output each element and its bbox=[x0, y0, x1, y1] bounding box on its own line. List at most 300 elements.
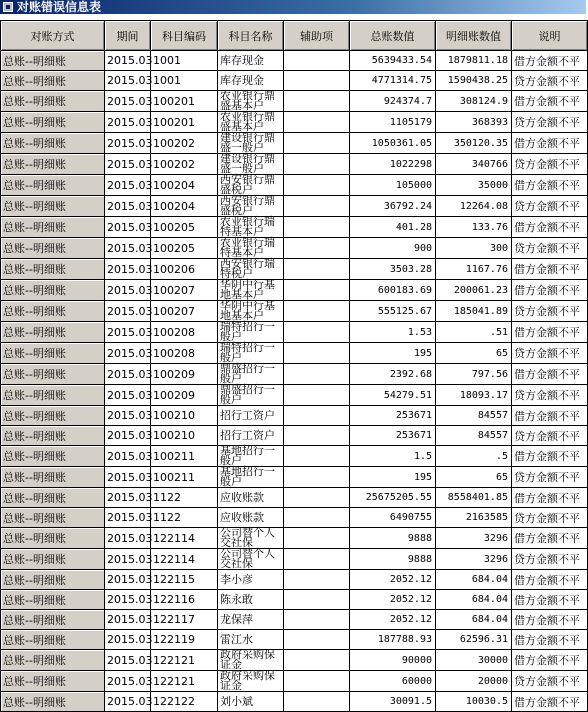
cell-reconcile-mode[interactable]: 总账--明细账 bbox=[1, 426, 105, 446]
cell-auxiliary[interactable] bbox=[284, 238, 350, 259]
cell-ledger-value[interactable]: 25675205.55 bbox=[350, 488, 436, 508]
cell-ledger-value[interactable]: 1105179 bbox=[350, 112, 436, 133]
cell-description[interactable]: 贷方金额不平 bbox=[512, 385, 588, 406]
cell-description[interactable]: 借方金额不平 bbox=[512, 630, 588, 650]
table-row[interactable] bbox=[1, 112, 588, 133]
cell-reconcile-mode[interactable]: 总账--明细账 bbox=[1, 259, 105, 280]
table-row[interactable] bbox=[1, 238, 588, 259]
table-row[interactable] bbox=[1, 71, 588, 91]
cell-description[interactable]: 贷方金额不平 bbox=[512, 301, 588, 322]
cell-ledger-value[interactable]: 1022298 bbox=[350, 154, 436, 175]
cell-description[interactable]: 借方金额不平 bbox=[512, 364, 588, 385]
cell-account-name[interactable]: 招行工资户 bbox=[218, 426, 284, 446]
cell-account-code[interactable]: 100202 bbox=[151, 133, 218, 154]
cell-reconcile-mode[interactable]: 总账--明细账 bbox=[1, 549, 105, 570]
table-row[interactable] bbox=[1, 175, 588, 196]
cell-account-code[interactable]: 122117 bbox=[151, 610, 218, 630]
cell-auxiliary[interactable] bbox=[284, 301, 350, 322]
cell-account-name[interactable]: 政府采购保证金 bbox=[218, 671, 284, 692]
cell-account-code[interactable]: 1122 bbox=[151, 488, 218, 508]
cell-detail-value[interactable]: 350120.35 bbox=[436, 133, 512, 154]
cell-period[interactable]: 2015.03 bbox=[105, 322, 151, 343]
cell-reconcile-mode[interactable]: 总账--明细账 bbox=[1, 217, 105, 238]
table-row[interactable] bbox=[1, 280, 588, 301]
cell-detail-value[interactable]: .5 bbox=[436, 446, 512, 467]
cell-detail-value[interactable]: 684.04 bbox=[436, 610, 512, 630]
cell-period[interactable]: 2015.03 bbox=[105, 259, 151, 280]
cell-reconcile-mode[interactable]: 总账--明细账 bbox=[1, 196, 105, 217]
cell-account-name[interactable]: 刘小斌 bbox=[218, 692, 284, 712]
cell-account-name[interactable]: 瑞特招行一般户 bbox=[218, 322, 284, 343]
header-account-name[interactable]: 科目名称 bbox=[218, 21, 284, 51]
cell-account-code[interactable]: 122119 bbox=[151, 630, 218, 650]
cell-reconcile-mode[interactable]: 总账--明细账 bbox=[1, 630, 105, 650]
cell-period[interactable]: 2015.03 bbox=[105, 650, 151, 671]
cell-period[interactable]: 2015.03 bbox=[105, 630, 151, 650]
cell-reconcile-mode[interactable]: 总账--明细账 bbox=[1, 692, 105, 712]
cell-account-code[interactable]: 122114 bbox=[151, 528, 218, 549]
cell-period[interactable]: 2015.03 bbox=[105, 51, 151, 71]
cell-ledger-value[interactable]: 2392.68 bbox=[350, 364, 436, 385]
cell-period[interactable]: 2015.03 bbox=[105, 196, 151, 217]
cell-description[interactable]: 借方金额不平 bbox=[512, 322, 588, 343]
cell-detail-value[interactable]: .51 bbox=[436, 322, 512, 343]
cell-account-code[interactable]: 100205 bbox=[151, 238, 218, 259]
cell-account-code[interactable]: 100205 bbox=[151, 217, 218, 238]
header-description[interactable]: 说明 bbox=[512, 21, 588, 51]
cell-detail-value[interactable]: 684.04 bbox=[436, 570, 512, 590]
cell-reconcile-mode[interactable]: 总账--明细账 bbox=[1, 508, 105, 528]
cell-account-code[interactable]: 122121 bbox=[151, 650, 218, 671]
table-row[interactable] bbox=[1, 590, 588, 610]
table-row[interactable] bbox=[1, 301, 588, 322]
cell-detail-value[interactable]: 20000 bbox=[436, 671, 512, 692]
header-account-code[interactable]: 科目编码 bbox=[151, 21, 218, 51]
cell-ledger-value[interactable]: 9888 bbox=[350, 549, 436, 570]
cell-reconcile-mode[interactable]: 总账--明细账 bbox=[1, 280, 105, 301]
cell-auxiliary[interactable] bbox=[284, 280, 350, 301]
cell-account-code[interactable]: 100209 bbox=[151, 364, 218, 385]
cell-ledger-value[interactable]: 2052.12 bbox=[350, 590, 436, 610]
cell-ledger-value[interactable]: 1050361.05 bbox=[350, 133, 436, 154]
cell-auxiliary[interactable] bbox=[284, 549, 350, 570]
table-row[interactable] bbox=[1, 385, 588, 406]
cell-reconcile-mode[interactable]: 总账--明细账 bbox=[1, 671, 105, 692]
cell-ledger-value[interactable]: 5639433.54 bbox=[350, 51, 436, 71]
cell-detail-value[interactable]: 340766 bbox=[436, 154, 512, 175]
cell-auxiliary[interactable] bbox=[284, 154, 350, 175]
table-row[interactable] bbox=[1, 508, 588, 528]
cell-ledger-value[interactable]: 30091.5 bbox=[350, 692, 436, 712]
cell-account-code[interactable]: 100202 bbox=[151, 154, 218, 175]
cell-period[interactable]: 2015.03 bbox=[105, 610, 151, 630]
cell-detail-value[interactable]: 84557 bbox=[436, 426, 512, 446]
cell-reconcile-mode[interactable]: 总账--明细账 bbox=[1, 406, 105, 426]
cell-account-code[interactable]: 100211 bbox=[151, 467, 218, 488]
cell-detail-value[interactable]: 12264.08 bbox=[436, 196, 512, 217]
cell-ledger-value[interactable]: 924374.7 bbox=[350, 91, 436, 112]
cell-account-name[interactable]: 李小彦 bbox=[218, 570, 284, 590]
cell-account-name[interactable]: 农业银行鼎盛基本户 bbox=[218, 112, 284, 133]
cell-auxiliary[interactable] bbox=[284, 259, 350, 280]
cell-period[interactable]: 2015.03 bbox=[105, 692, 151, 712]
cell-ledger-value[interactable]: 195 bbox=[350, 467, 436, 488]
cell-reconcile-mode[interactable]: 总账--明细账 bbox=[1, 322, 105, 343]
cell-detail-value[interactable]: 35000 bbox=[436, 175, 512, 196]
cell-detail-value[interactable]: 65 bbox=[436, 467, 512, 488]
cell-period[interactable]: 2015.03 bbox=[105, 133, 151, 154]
header-detail-value[interactable]: 明细账数值 bbox=[436, 21, 512, 51]
table-row[interactable] bbox=[1, 610, 588, 630]
table-row[interactable] bbox=[1, 467, 588, 488]
cell-period[interactable]: 2015.03 bbox=[105, 549, 151, 570]
cell-account-code[interactable]: 100211 bbox=[151, 446, 218, 467]
cell-period[interactable]: 2015.03 bbox=[105, 91, 151, 112]
cell-reconcile-mode[interactable]: 总账--明细账 bbox=[1, 175, 105, 196]
cell-account-code[interactable]: 100209 bbox=[151, 385, 218, 406]
header-reconcile-mode[interactable]: 对账方式 bbox=[1, 21, 105, 51]
cell-detail-value[interactable]: 684.04 bbox=[436, 590, 512, 610]
cell-account-name[interactable]: 政府采购保证金 bbox=[218, 650, 284, 671]
cell-description[interactable]: 借方金额不平 bbox=[512, 51, 588, 71]
cell-ledger-value[interactable]: 195 bbox=[350, 343, 436, 364]
cell-ledger-value[interactable]: 900 bbox=[350, 238, 436, 259]
table-row[interactable] bbox=[1, 406, 588, 426]
cell-ledger-value[interactable]: 187788.93 bbox=[350, 630, 436, 650]
cell-period[interactable]: 2015.03 bbox=[105, 570, 151, 590]
cell-period[interactable]: 2015.03 bbox=[105, 467, 151, 488]
cell-description[interactable]: 借方金额不平 bbox=[512, 528, 588, 549]
cell-auxiliary[interactable] bbox=[284, 385, 350, 406]
cell-description[interactable]: 贷方金额不平 bbox=[512, 71, 588, 91]
cell-period[interactable]: 2015.03 bbox=[105, 364, 151, 385]
table-row[interactable] bbox=[1, 133, 588, 154]
cell-description[interactable]: 贷方金额不平 bbox=[512, 508, 588, 528]
table-row[interactable] bbox=[1, 322, 588, 343]
cell-account-name[interactable]: 雷江水 bbox=[218, 630, 284, 650]
cell-auxiliary[interactable] bbox=[284, 175, 350, 196]
cell-description[interactable]: 借方金额不平 bbox=[512, 488, 588, 508]
cell-detail-value[interactable]: 65 bbox=[436, 343, 512, 364]
table-row[interactable] bbox=[1, 364, 588, 385]
cell-period[interactable]: 2015.03 bbox=[105, 446, 151, 467]
cell-account-name[interactable]: 基地招行一般户 bbox=[218, 446, 284, 467]
cell-auxiliary[interactable] bbox=[284, 570, 350, 590]
cell-detail-value[interactable]: 2163585 bbox=[436, 508, 512, 528]
cell-description[interactable]: 贷方金额不平 bbox=[512, 467, 588, 488]
cell-auxiliary[interactable] bbox=[284, 508, 350, 528]
cell-period[interactable]: 2015.03 bbox=[105, 508, 151, 528]
cell-period[interactable]: 2015.03 bbox=[105, 528, 151, 549]
cell-detail-value[interactable]: 18093.17 bbox=[436, 385, 512, 406]
cell-account-code[interactable]: 1122 bbox=[151, 508, 218, 528]
table-row[interactable] bbox=[1, 343, 588, 364]
cell-account-name[interactable]: 陈永敢 bbox=[218, 590, 284, 610]
cell-auxiliary[interactable] bbox=[284, 671, 350, 692]
cell-description[interactable]: 借方金额不平 bbox=[512, 175, 588, 196]
cell-auxiliary[interactable] bbox=[284, 488, 350, 508]
cell-detail-value[interactable]: 308124.9 bbox=[436, 91, 512, 112]
cell-description[interactable]: 借方金额不平 bbox=[512, 446, 588, 467]
cell-account-name[interactable]: 鼎盛招行一般户 bbox=[218, 385, 284, 406]
cell-reconcile-mode[interactable]: 总账--明细账 bbox=[1, 610, 105, 630]
cell-description[interactable]: 贷方金额不平 bbox=[512, 671, 588, 692]
cell-description[interactable]: 借方金额不平 bbox=[512, 650, 588, 671]
table-row[interactable] bbox=[1, 692, 588, 712]
cell-reconcile-mode[interactable]: 总账--明细账 bbox=[1, 528, 105, 549]
cell-description[interactable]: 借方金额不平 bbox=[512, 692, 588, 712]
table-row[interactable] bbox=[1, 650, 588, 671]
cell-description[interactable]: 贷方金额不平 bbox=[512, 238, 588, 259]
cell-description[interactable]: 借方金额不平 bbox=[512, 570, 588, 590]
cell-auxiliary[interactable] bbox=[284, 343, 350, 364]
cell-auxiliary[interactable] bbox=[284, 650, 350, 671]
cell-period[interactable]: 2015.03 bbox=[105, 671, 151, 692]
cell-auxiliary[interactable] bbox=[284, 406, 350, 426]
cell-detail-value[interactable]: 30000 bbox=[436, 650, 512, 671]
cell-account-code[interactable]: 1001 bbox=[151, 71, 218, 91]
cell-period[interactable]: 2015.03 bbox=[105, 112, 151, 133]
cell-ledger-value[interactable]: 6490755 bbox=[350, 508, 436, 528]
cell-auxiliary[interactable] bbox=[284, 71, 350, 91]
cell-account-code[interactable]: 100210 bbox=[151, 426, 218, 446]
cell-detail-value[interactable]: 133.76 bbox=[436, 217, 512, 238]
cell-account-name[interactable]: 鼎盛招行一般户 bbox=[218, 364, 284, 385]
cell-auxiliary[interactable] bbox=[284, 528, 350, 549]
cell-auxiliary[interactable] bbox=[284, 112, 350, 133]
cell-reconcile-mode[interactable]: 总账--明细账 bbox=[1, 71, 105, 91]
cell-detail-value[interactable]: 797.56 bbox=[436, 364, 512, 385]
cell-ledger-value[interactable]: 54279.51 bbox=[350, 385, 436, 406]
cell-description[interactable]: 贷方金额不平 bbox=[512, 426, 588, 446]
cell-detail-value[interactable]: 1590438.25 bbox=[436, 71, 512, 91]
error-grid[interactable] bbox=[0, 20, 586, 709]
cell-detail-value[interactable]: 1879811.18 bbox=[436, 51, 512, 71]
cell-auxiliary[interactable] bbox=[284, 322, 350, 343]
cell-auxiliary[interactable] bbox=[284, 610, 350, 630]
cell-account-name[interactable]: 建设银行鼎盛一般户 bbox=[218, 154, 284, 175]
cell-detail-value[interactable]: 200061.23 bbox=[436, 280, 512, 301]
table-row[interactable] bbox=[1, 154, 588, 175]
app-icon bbox=[3, 2, 13, 12]
cell-reconcile-mode[interactable]: 总账--明细账 bbox=[1, 590, 105, 610]
cell-account-code[interactable]: 1001 bbox=[151, 51, 218, 71]
cell-ledger-value[interactable]: 2052.12 bbox=[350, 570, 436, 590]
table-row[interactable] bbox=[1, 426, 588, 446]
cell-description[interactable]: 贷方金额不平 bbox=[512, 343, 588, 364]
cell-reconcile-mode[interactable]: 总账--明细账 bbox=[1, 446, 105, 467]
cell-reconcile-mode[interactable]: 总账--明细账 bbox=[1, 301, 105, 322]
cell-account-code[interactable]: 100201 bbox=[151, 112, 218, 133]
cell-period[interactable]: 2015.03 bbox=[105, 154, 151, 175]
cell-account-name[interactable]: 建设银行鼎盛一般户 bbox=[218, 133, 284, 154]
table-row[interactable] bbox=[1, 259, 588, 280]
cell-ledger-value[interactable]: 2052.12 bbox=[350, 610, 436, 630]
cell-account-name[interactable]: 公司替个人交社保 bbox=[218, 549, 284, 570]
table-row[interactable] bbox=[1, 446, 588, 467]
cell-auxiliary[interactable] bbox=[284, 426, 350, 446]
cell-reconcile-mode[interactable]: 总账--明细账 bbox=[1, 51, 105, 71]
cell-description[interactable]: 借方金额不平 bbox=[512, 217, 588, 238]
cell-account-name[interactable]: 库存现金 bbox=[218, 71, 284, 91]
cell-ledger-value[interactable]: 555125.67 bbox=[350, 301, 436, 322]
cell-detail-value[interactable]: 8558401.85 bbox=[436, 488, 512, 508]
cell-detail-value[interactable]: 185041.89 bbox=[436, 301, 512, 322]
cell-description[interactable]: 借方金额不平 bbox=[512, 91, 588, 112]
cell-account-code[interactable]: 122114 bbox=[151, 549, 218, 570]
cell-account-code[interactable]: 100201 bbox=[151, 91, 218, 112]
header-period[interactable]: 期间 bbox=[105, 21, 151, 51]
cell-account-code[interactable]: 100208 bbox=[151, 322, 218, 343]
cell-auxiliary[interactable] bbox=[284, 590, 350, 610]
cell-auxiliary[interactable] bbox=[284, 446, 350, 467]
cell-auxiliary[interactable] bbox=[284, 217, 350, 238]
cell-ledger-value[interactable]: 253671 bbox=[350, 406, 436, 426]
cell-account-name[interactable]: 西安银行鼎盛税户 bbox=[218, 175, 284, 196]
cell-account-code[interactable]: 100207 bbox=[151, 301, 218, 322]
cell-auxiliary[interactable] bbox=[284, 133, 350, 154]
table-row[interactable] bbox=[1, 51, 588, 71]
header-row bbox=[1, 21, 588, 51]
cell-period[interactable]: 2015.03 bbox=[105, 590, 151, 610]
cell-ledger-value[interactable]: 4771314.75 bbox=[350, 71, 436, 91]
cell-ledger-value[interactable]: 36792.24 bbox=[350, 196, 436, 217]
cell-account-name[interactable]: 瑞特招行一般户 bbox=[218, 343, 284, 364]
cell-auxiliary[interactable] bbox=[284, 467, 350, 488]
cell-detail-value[interactable]: 3296 bbox=[436, 549, 512, 570]
cell-account-code[interactable]: 122121 bbox=[151, 671, 218, 692]
cell-detail-value[interactable]: 84557 bbox=[436, 406, 512, 426]
cell-description[interactable]: 借方金额不平 bbox=[512, 406, 588, 426]
cell-ledger-value[interactable]: 600183.69 bbox=[350, 280, 436, 301]
cell-account-code[interactable]: 122116 bbox=[151, 590, 218, 610]
cell-detail-value[interactable]: 368393 bbox=[436, 112, 512, 133]
cell-account-code[interactable]: 100204 bbox=[151, 175, 218, 196]
cell-period[interactable]: 2015.03 bbox=[105, 426, 151, 446]
cell-period[interactable]: 2015.03 bbox=[105, 343, 151, 364]
cell-account-code[interactable]: 100208 bbox=[151, 343, 218, 364]
cell-reconcile-mode[interactable]: 总账--明细账 bbox=[1, 238, 105, 259]
cell-ledger-value[interactable]: 1.5 bbox=[350, 446, 436, 467]
cell-detail-value[interactable]: 10030.5 bbox=[436, 692, 512, 712]
cell-period[interactable]: 2015.03 bbox=[105, 301, 151, 322]
cell-detail-value[interactable]: 1167.76 bbox=[436, 259, 512, 280]
cell-reconcile-mode[interactable]: 总账--明细账 bbox=[1, 154, 105, 175]
cell-account-name[interactable]: 招行工资户 bbox=[218, 406, 284, 426]
cell-description[interactable]: 贷方金额不平 bbox=[512, 549, 588, 570]
cell-description[interactable]: 贷方金额不平 bbox=[512, 196, 588, 217]
table-row[interactable] bbox=[1, 91, 588, 112]
header-ledger-value[interactable]: 总账数值 bbox=[350, 21, 436, 51]
cell-period[interactable]: 2015.03 bbox=[105, 238, 151, 259]
table-row[interactable] bbox=[1, 671, 588, 692]
cell-description[interactable]: 贷方金额不平 bbox=[512, 112, 588, 133]
cell-period[interactable]: 2015.03 bbox=[105, 217, 151, 238]
cell-account-name[interactable]: 农业银行瑞特基本户 bbox=[218, 217, 284, 238]
table-row[interactable] bbox=[1, 549, 588, 570]
cell-account-name[interactable]: 西安银行鼎盛税户 bbox=[218, 196, 284, 217]
cell-ledger-value[interactable]: 1.53 bbox=[350, 322, 436, 343]
cell-description[interactable]: 借方金额不平 bbox=[512, 259, 588, 280]
cell-reconcile-mode[interactable]: 总账--明细账 bbox=[1, 343, 105, 364]
cell-account-code[interactable]: 100207 bbox=[151, 280, 218, 301]
cell-reconcile-mode[interactable]: 总账--明细账 bbox=[1, 364, 105, 385]
cell-period[interactable]: 2015.03 bbox=[105, 385, 151, 406]
cell-account-name[interactable]: 公司替个人交社保 bbox=[218, 528, 284, 549]
cell-auxiliary[interactable] bbox=[284, 364, 350, 385]
cell-reconcile-mode[interactable]: 总账--明细账 bbox=[1, 488, 105, 508]
cell-reconcile-mode[interactable]: 总账--明细账 bbox=[1, 467, 105, 488]
cell-account-code[interactable]: 122122 bbox=[151, 692, 218, 712]
cell-account-code[interactable]: 100206 bbox=[151, 259, 218, 280]
cell-detail-value[interactable]: 300 bbox=[436, 238, 512, 259]
cell-reconcile-mode[interactable]: 总账--明细账 bbox=[1, 133, 105, 154]
cell-period[interactable]: 2015.03 bbox=[105, 71, 151, 91]
cell-description[interactable]: 借方金额不平 bbox=[512, 133, 588, 154]
table-row[interactable] bbox=[1, 488, 588, 508]
cell-auxiliary[interactable] bbox=[284, 91, 350, 112]
cell-ledger-value[interactable]: 253671 bbox=[350, 426, 436, 446]
cell-auxiliary[interactable] bbox=[284, 630, 350, 650]
cell-ledger-value[interactable]: 9888 bbox=[350, 528, 436, 549]
cell-ledger-value[interactable]: 105000 bbox=[350, 175, 436, 196]
cell-account-code[interactable]: 100204 bbox=[151, 196, 218, 217]
cell-ledger-value[interactable]: 60000 bbox=[350, 671, 436, 692]
cell-ledger-value[interactable]: 3503.28 bbox=[350, 259, 436, 280]
cell-description[interactable]: 借方金额不平 bbox=[512, 590, 588, 610]
cell-reconcile-mode[interactable]: 总账--明细账 bbox=[1, 650, 105, 671]
cell-auxiliary[interactable] bbox=[284, 692, 350, 712]
cell-account-name[interactable]: 应收账款 bbox=[218, 508, 284, 528]
cell-account-name[interactable]: 基地招行一般户 bbox=[218, 467, 284, 488]
table-row[interactable] bbox=[1, 528, 588, 549]
cell-period[interactable]: 2015.03 bbox=[105, 488, 151, 508]
cell-account-name[interactable]: 农业银行瑞特基本户 bbox=[218, 238, 284, 259]
cell-account-name[interactable]: 农业银行鼎盛基本户 bbox=[218, 91, 284, 112]
cell-period[interactable]: 2015.03 bbox=[105, 175, 151, 196]
cell-ledger-value[interactable]: 401.28 bbox=[350, 217, 436, 238]
cell-detail-value[interactable]: 3296 bbox=[436, 528, 512, 549]
table-row[interactable] bbox=[1, 217, 588, 238]
cell-account-name[interactable]: 库存现金 bbox=[218, 51, 284, 71]
table-row[interactable] bbox=[1, 570, 588, 590]
cell-description[interactable]: 借方金额不平 bbox=[512, 280, 588, 301]
cell-detail-value[interactable]: 62596.31 bbox=[436, 630, 512, 650]
table-row[interactable] bbox=[1, 196, 588, 217]
header-auxiliary[interactable]: 辅助项 bbox=[284, 21, 350, 51]
cell-account-name[interactable]: 应收账款 bbox=[218, 488, 284, 508]
cell-auxiliary[interactable] bbox=[284, 196, 350, 217]
cell-ledger-value[interactable]: 90000 bbox=[350, 650, 436, 671]
cell-period[interactable]: 2015.03 bbox=[105, 406, 151, 426]
cell-account-name[interactable]: 龙保萍 bbox=[218, 610, 284, 630]
cell-account-code[interactable]: 122115 bbox=[151, 570, 218, 590]
cell-description[interactable]: 贷方金额不平 bbox=[512, 154, 588, 175]
cell-period[interactable]: 2015.03 bbox=[105, 280, 151, 301]
cell-reconcile-mode[interactable]: 总账--明细账 bbox=[1, 112, 105, 133]
cell-account-name[interactable]: 华阴中行基地基本户 bbox=[218, 280, 284, 301]
cell-account-code[interactable]: 100210 bbox=[151, 406, 218, 426]
table-row[interactable] bbox=[1, 630, 588, 650]
cell-reconcile-mode[interactable]: 总账--明细账 bbox=[1, 91, 105, 112]
cell-account-name[interactable]: 西安银行瑞特税户 bbox=[218, 259, 284, 280]
cell-reconcile-mode[interactable]: 总账--明细账 bbox=[1, 570, 105, 590]
window-titlebar[interactable] bbox=[0, 0, 586, 14]
cell-account-name[interactable]: 华阴中行基地基本户 bbox=[218, 301, 284, 322]
cell-auxiliary[interactable] bbox=[284, 51, 350, 71]
cell-reconcile-mode[interactable]: 总账--明细账 bbox=[1, 385, 105, 406]
cell-description[interactable]: 借方金额不平 bbox=[512, 610, 588, 630]
